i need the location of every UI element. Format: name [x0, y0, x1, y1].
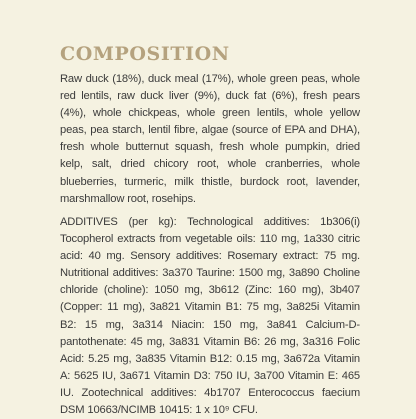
additives-paragraph: ADDITIVES (per kg): Technological additives: 1b306(i) Tocopherol extracts from vegetable oils: 110 mg, 1a330 citric acid: 40 mg. Sensory additives: Rosemary extract: 75 mg. Nutritional additives: 3a370 Taurine: 1500 mg, 3a890 Choline chloride (choline): 1050 mg, 3b612 (Zinc: 160 mg), 3b407 (Copper: 11 mg), 3a821 Vitamin B1: 75 mg, 3a825i Vitamin B2: 15 mg, 3a314 Niacin: 150 mg, 3a841 Calcium-D-pantothenate: 45 mg, 3a831 Vitamin B6: 26 mg, 3a316 Folic Acid: 5.25 mg, 3a835 Vitamin B12: 0.15 mg, 3a672a Vitamin A: 5625 IU, 3a671 Vitamin D3: 750 IU, 3a700 Vitamin E: 465 IU. Zootechnical additives: 4b1707 Enterococcus faecium DSM 10663/NCIMB 10415: 1 x 10⁹ CFU. — [60, 216, 360, 417]
composition-heading: COMPOSITION — [60, 43, 230, 65]
ingredients-paragraph: Raw duck (18%), duck meal (17%), whole green peas, whole red lentils, raw duck liver (9%), duck fat (6%), fresh pears (4%), whole chickpeas, whole green lentils, whole yellow peas, pea starch, lentil fibre, algae (source of EPA and DHA), fresh whole butternut squash, fresh whole pumpkin, dried kelp, salt, dried chicory root, whole cranberries, whole blueberries, turmeric, milk thistle, burdock root, lavender, marshmallow root, rosehips. — [60, 73, 360, 205]
